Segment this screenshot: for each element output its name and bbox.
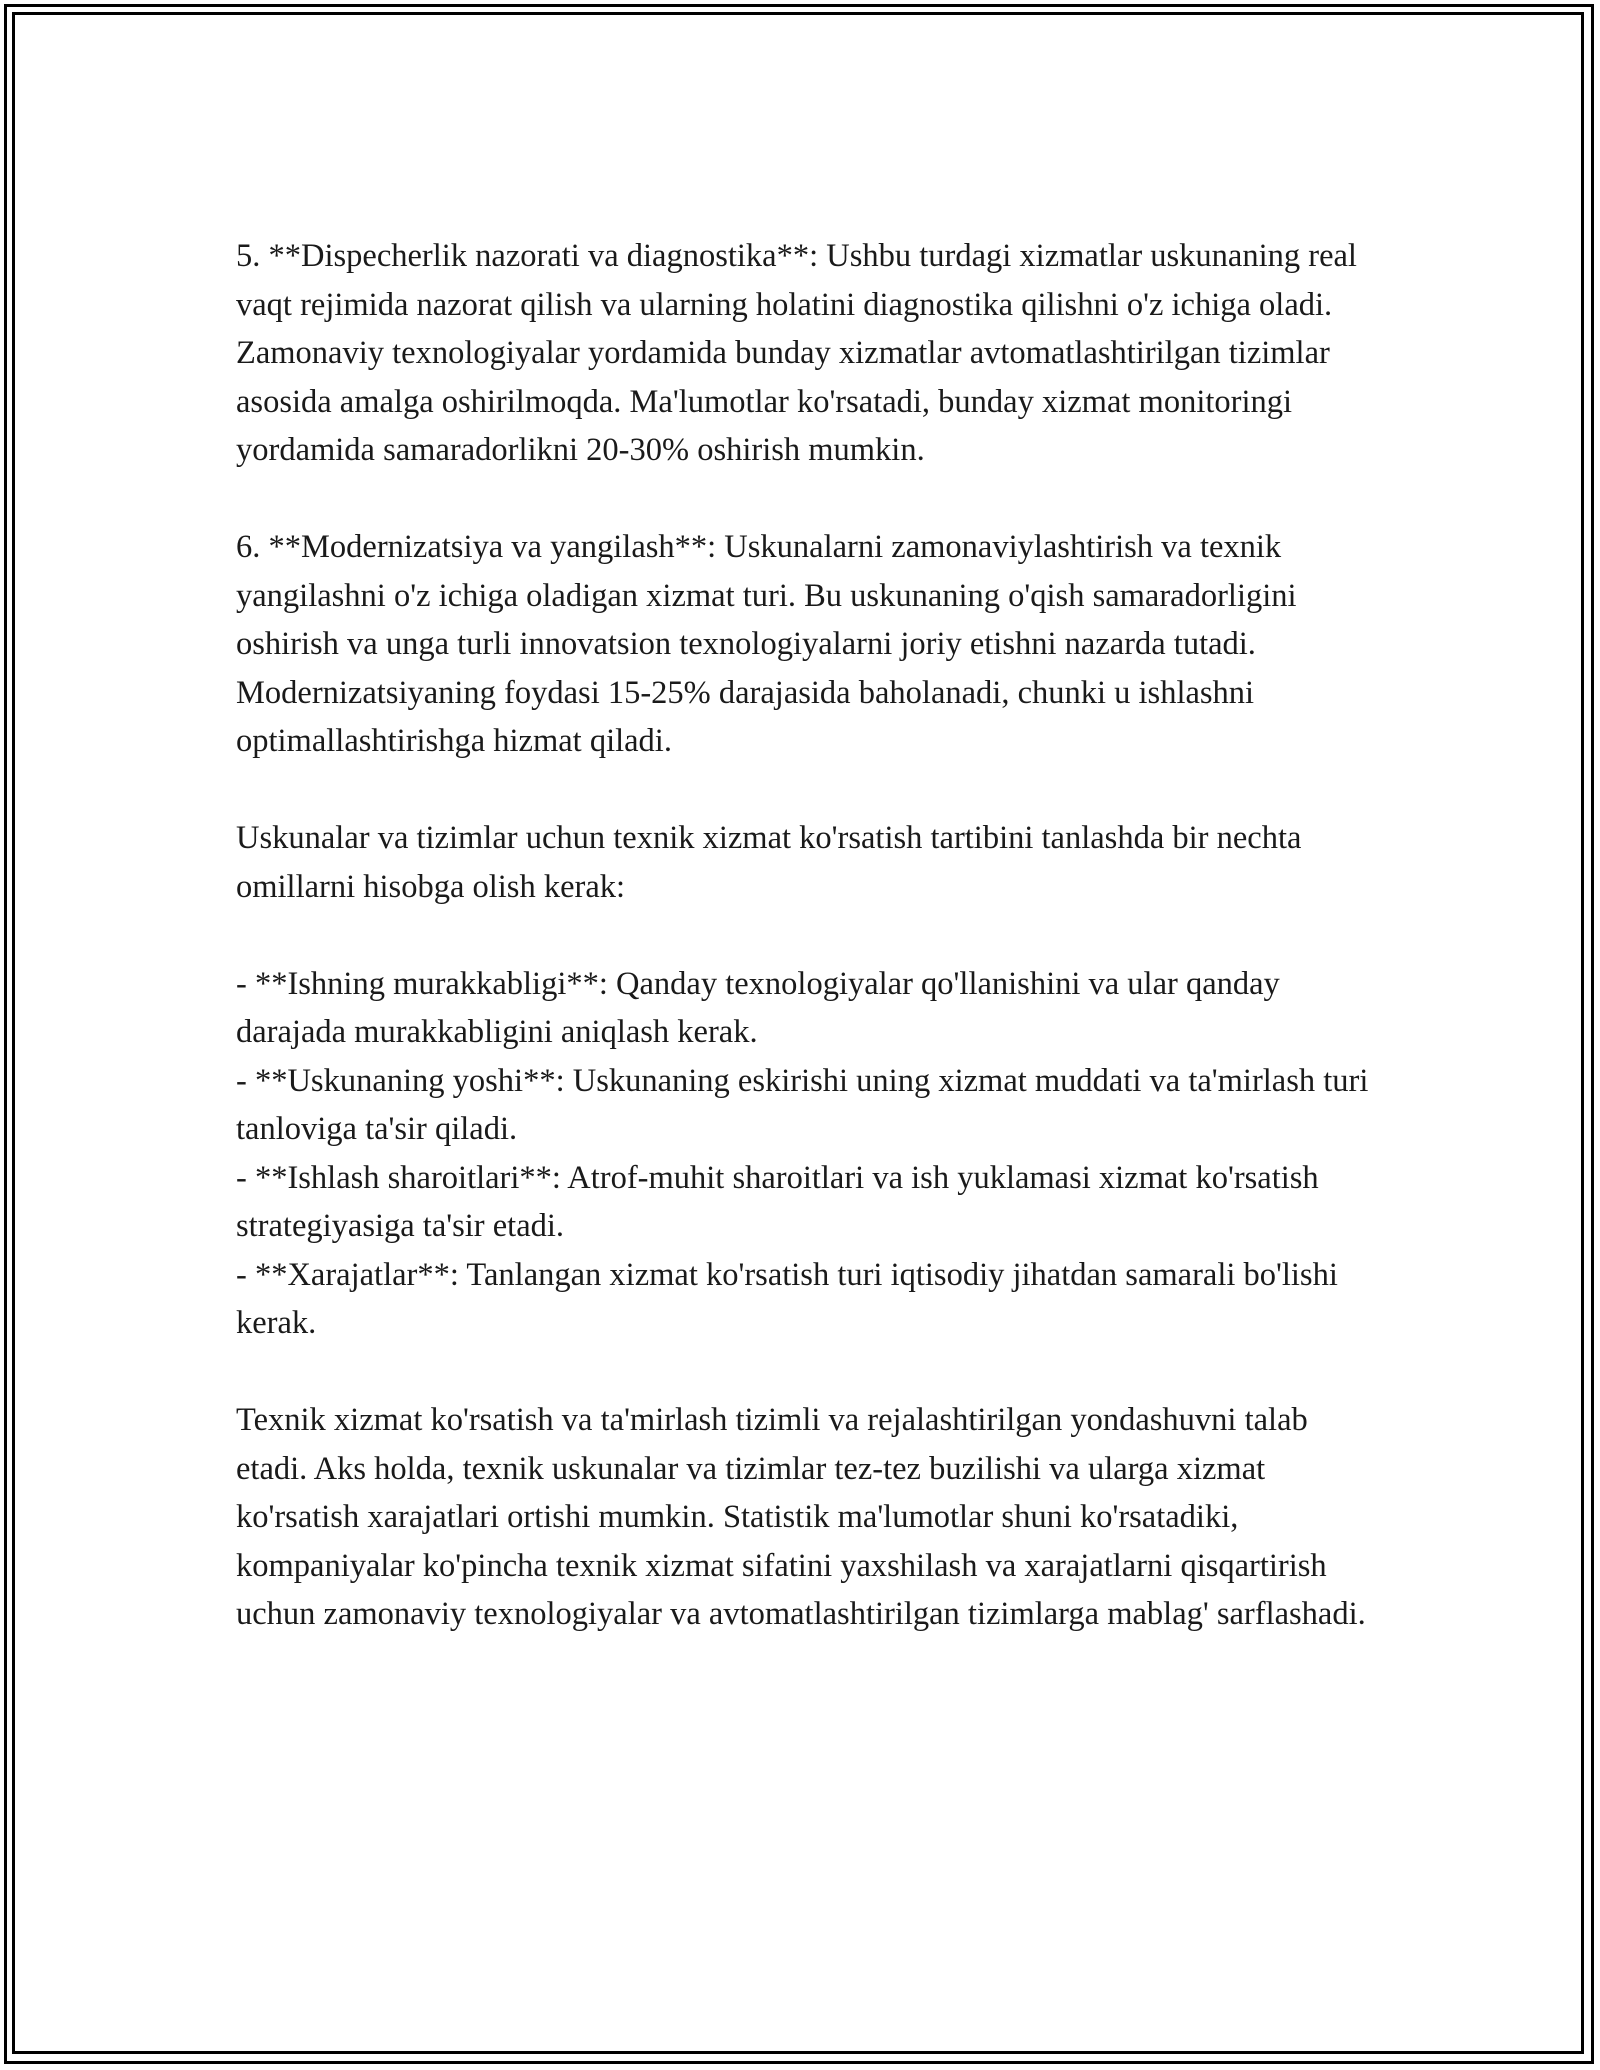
paragraph-conclusion: Texnik xizmat ko'rsatish va ta'mirlash tizimli va rejalashtirilgan yondashuvni talab etadi. Aks holda, texnik uskunalar va tizimlar tez-tez buzilishi va ularga xizmat ko'rsatish xarajatlari ortishi mumkin. Statistik ma'lumotlar shuni ko'rsatadiki, kompaniyalar ko'pincha texnik xizmat sifatini yaxshilash va xarajatlarni qisqartirish uchun zamonaviy texnologiyalar va avtomatlashtirilgan tizimlarga mablag' sarflashadi. [236,1402,1366,1632]
list-item: - **Ishlash sharoitlari**: Atrof-muhit sharoitlari va ish yuklamasi xizmat ko'rsatish strategiyasiga ta'sir etadi. [236,1159,1319,1244]
list-item: - **Uskunaning yoshi**: Uskunaning eskirishi uning xizmat muddati va ta'mirlash turi tanloviga ta'sir qiladi. [236,1062,1369,1147]
paragraph-dispatch-control: 5. **Dispecherlik nazorati va diagnostika**: Ushbu turdagi xizmatlar uskunaning real vaqt rejimida nazorat qilish va ularning holatini diagnostika qilishni o'z ichiga oladi. Zamonaviy texnologiyalar yordamida bunday xizmatlar avtomatlashtirilgan tizimlar asosida amalga oshirilmoqda. Ma'lumotlar ko'rsatadi, bunday xizmat monitoringi yordamida samaradorlikni 20-30% oshirish mumkin. [236,238,1357,468]
factors-list [236,960,1376,1348]
paragraph-intro: Uskunalar va tizimlar uchun texnik xizmat ko'rsatish tartibini tanlashda bir nechta omillarni hisobga olish kerak: [236,820,1302,905]
document-body [236,232,1376,1687]
paragraph-modernization: 6. **Modernizatsiya va yangilash**: Uskunalarni zamonaviylashtirish va texnik yangilashni o'z ichiga oladigan xizmat turi. Bu uskunaning o'qish samaradorligini oshirish va unga turli innovatsion texnologiyalarni joriy etishni nazarda tutadi. Modernizatsiyaning foydasi 15-25% darajasida baholanadi, chunki u ishlashni optimallashtirishga hizmat qiladi. [236,529,1297,759]
list-item: - **Xarajatlar**: Tanlangan xizmat ko'rsatish turi iqtisodiy jihatdan samarali bo'lishi kerak. [236,1256,1338,1341]
list-item: - **Ishning murakkabligi**: Qanday texnologiyalar qo'llanishini va ular qanday darajada murakkabligini aniqlash kerak. [236,965,1280,1050]
